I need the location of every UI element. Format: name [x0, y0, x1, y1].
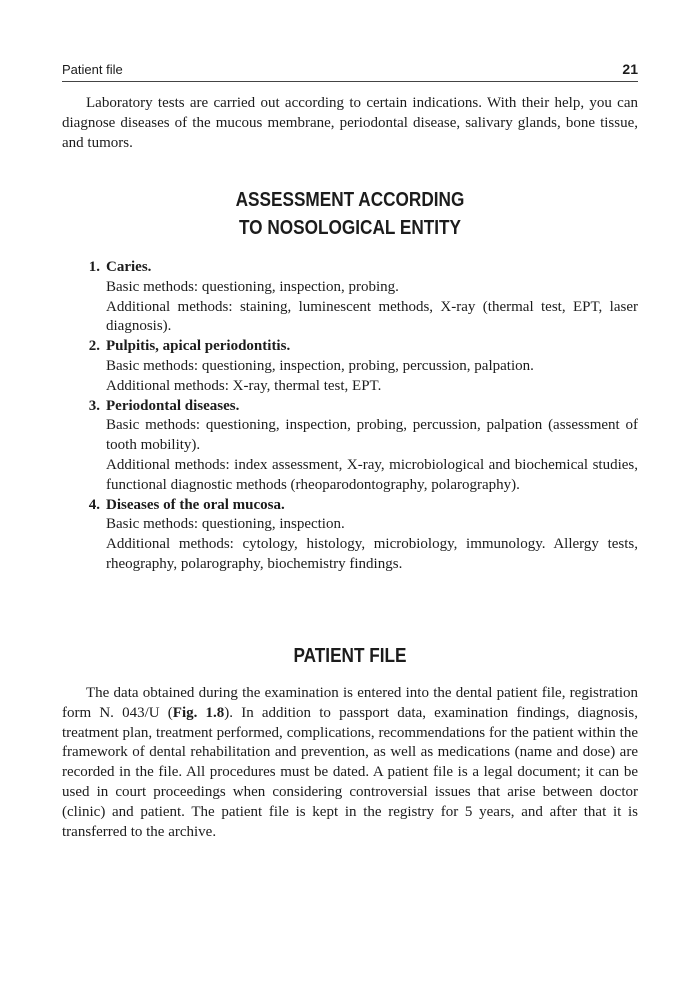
section-heading-patient-file: PATIENT FILE [293, 645, 407, 667]
header-divider [62, 81, 638, 82]
list-item-caries [62, 258, 638, 337]
item-number: 2. [88, 338, 100, 355]
paragraph-text-end: ). In addition to passport data, examination findings, diagnosis, treatment plan, treatment performed, complications, recommendations for the patient within the framework of dental rehabilitation and prevention, as well as medications (name and dose) are recorded in the file. All procedures must be dated. A patient file is a legal document; it can be used in court proceedings when considering controversial issues that arise between doctor (clinic) and patient. The patient file is kept in the registry for 5 years, and after that it is transferred to the archive. [62, 704, 638, 840]
item-number: 3. [88, 397, 100, 414]
page-header [62, 61, 638, 77]
section-heading-assessment [102, 186, 597, 242]
item-basic-methods: Basic methods: questioning, inspection, probing, percussion, palpation (assessment of tooth mobility). [106, 417, 638, 454]
list-item-pulpitis [62, 337, 638, 396]
heading-line-2: TO NOSOLOGICAL ENTITY [238, 217, 462, 239]
item-additional-methods: Additional methods: X-ray, thermal test, EPT. [106, 377, 382, 394]
item-basic-methods: Basic methods: questioning, inspection, probing, percussion, palpation. [106, 357, 534, 374]
list-item-oral-mucosa [62, 496, 638, 575]
heading-line-1: ASSESSMENT ACCORDING [235, 189, 465, 211]
item-number: 4. [88, 496, 100, 513]
list-item-periodontal [62, 397, 638, 496]
item-title: Pulpitis, apical periodontitis. [106, 338, 291, 355]
nosology-list [62, 258, 638, 575]
patient-file-paragraph [62, 684, 638, 842]
intro-paragraph: Laboratory tests are carried out according to certain indications. With their help, you can diagnose diseases of the mucous membrane, periodontal disease, salivary glands, bone tissue, and tumors. [62, 95, 638, 151]
item-additional-methods: Additional methods: cytology, histology, microbiology, immunology. Allergy tests, rheography, polarography, biochemistry findings. [106, 536, 638, 572]
item-title: Diseases of the oral mucosa. [106, 496, 285, 513]
paragraph-text-start: The data obtained during the examination is entered into the dental patient file, registration form N. 043/U ( [62, 685, 638, 721]
running-title: Patient file [62, 62, 123, 77]
item-basic-methods: Basic methods: questioning, inspection, probing. [106, 278, 399, 295]
item-title: Caries. [106, 259, 152, 275]
page-number: 21 [622, 61, 638, 77]
item-number: 1. [88, 259, 100, 275]
item-additional-methods: Additional methods: staining, luminescent methods, X-ray (thermal test, EPT, laser diagnosis). [106, 298, 638, 335]
figure-reference: Fig. 1.8 [172, 704, 225, 721]
item-title: Periodontal diseases. [106, 397, 240, 414]
item-additional-methods: Additional methods: index assessment, X-ray, microbiological and biochemical studies, functional diagnostic methods (rheoparodontography, polarography). [106, 456, 638, 493]
item-basic-methods: Basic methods: questioning, inspection. [106, 516, 345, 533]
